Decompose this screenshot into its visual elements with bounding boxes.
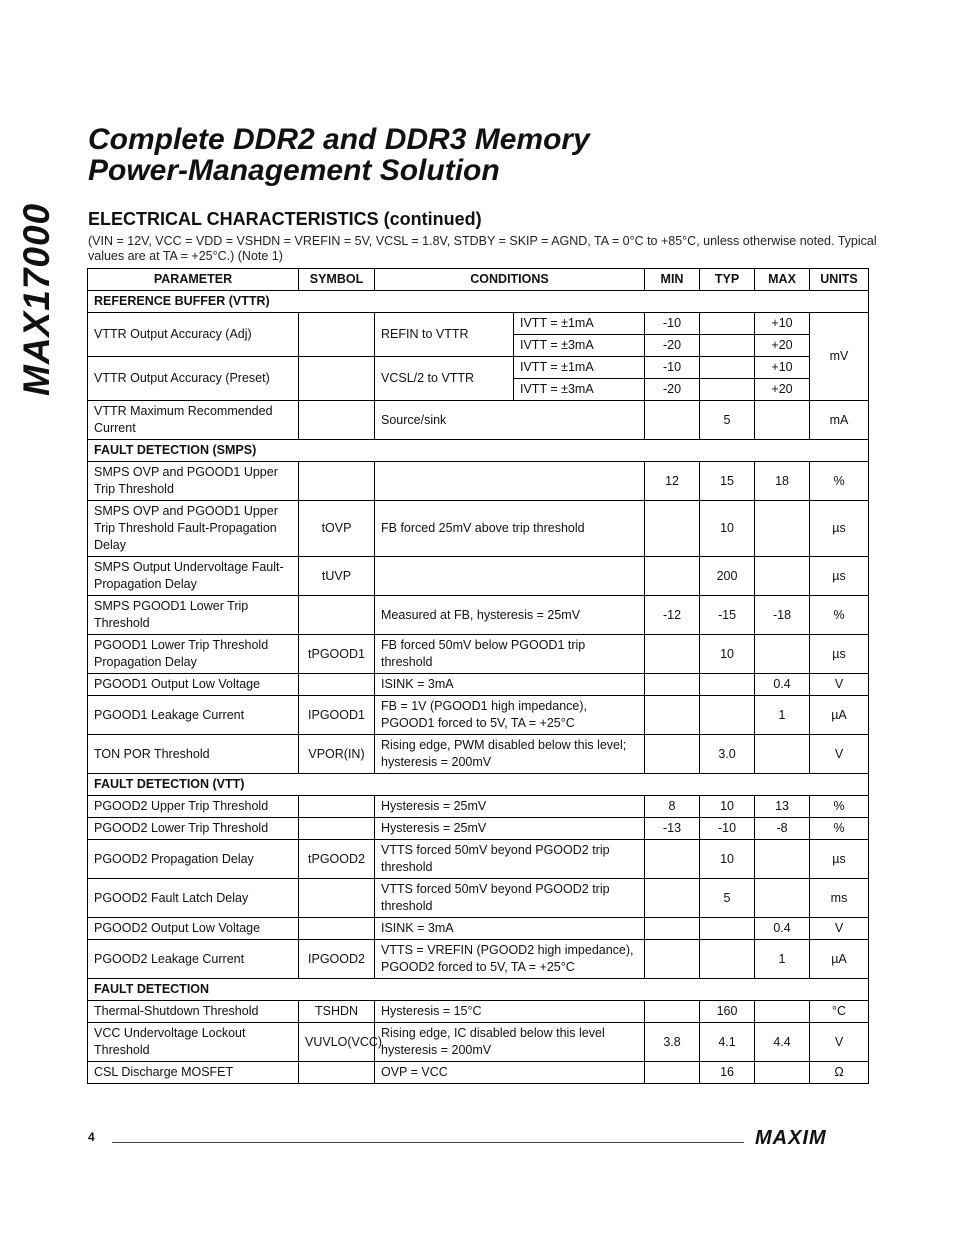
table-row: Thermal-Shutdown Threshold TSHDN Hysteresis = 15°C 160 °C	[88, 1001, 869, 1023]
table-row: PGOOD1 Output Low Voltage ISINK = 3mA 0.4 V	[88, 674, 869, 696]
table-row: PGOOD2 Leakage Current IPGOOD2 VTTS = VREFIN (PGOOD2 high impedance), PGOOD2 forced to 5V, TA = +25°C 1 µA	[88, 940, 869, 979]
header-typ: TYP	[700, 269, 755, 291]
header-symbol: SYMBOL	[299, 269, 375, 291]
sidebar-part-number: MAX17000	[16, 202, 57, 396]
title-line-1: Complete DDR2 and DDR3 Memory	[88, 123, 590, 156]
table-row: CSL Discharge MOSFET OVP = VCC 16 Ω	[88, 1062, 869, 1084]
conditions-note: (VIN = 12V, VCC = VDD = VSHDN = VREFIN = 5V, VCSL = 1.8V, STDBY = SKIP = AGND, TA = 0°C to +85°C, unless otherwise noted. Typical values are at TA = +25°C.) (Note 1)	[88, 234, 877, 263]
title-line-2: Power-Management Solution	[88, 154, 500, 187]
header-min: MIN	[645, 269, 700, 291]
group-row: FAULT DETECTION	[88, 979, 869, 1001]
table-row: SMPS OVP and PGOOD1 Upper Trip Threshold 12 15 18 %	[88, 462, 869, 501]
electrical-characteristics-table	[87, 268, 869, 1084]
table-row: VCC Undervoltage Lockout Threshold VUVLO(VCC) Rising edge, IC disabled below this level hysteresis = 200mV 3.8 4.1 4.4 V	[88, 1023, 869, 1062]
table-row: VTTR Output Accuracy (Preset) VCSL/2 to VTTR IVTT = ±1mA -10 +10	[88, 357, 869, 379]
table-row: PGOOD2 Fault Latch Delay VTTS forced 50mV beyond PGOOD2 trip threshold 5 ms	[88, 879, 869, 918]
table-header-row	[88, 269, 869, 291]
header-parameter: PARAMETER	[88, 269, 299, 291]
header-units: UNITS	[810, 269, 869, 291]
table-row: IVTT = ±3mA -20 +20	[88, 335, 869, 357]
table-row: PGOOD2 Output Low Voltage ISINK = 3mA 0.4 V	[88, 918, 869, 940]
table-row: VTTR Maximum Recommended Current Source/sink 5 mA	[88, 401, 869, 440]
table-row: PGOOD2 Lower Trip Threshold Hysteresis = 25mV -13 -10 -8 %	[88, 818, 869, 840]
group-row: FAULT DETECTION (SMPS)	[88, 440, 869, 462]
table-row: TON POR Threshold VPOR(IN) Rising edge, PWM disabled below this level; hysteresis = 200mV 3.0 V	[88, 735, 869, 774]
page-number: 4	[88, 1130, 95, 1144]
maxim-logo: MAXIM	[755, 1127, 827, 1149]
table-row: SMPS Output Undervoltage Fault-Propagation Delay tUVP 200 µs	[88, 557, 869, 596]
group-row: FAULT DETECTION (VTT)	[88, 774, 869, 796]
group-row: REFERENCE BUFFER (VTTR)	[88, 291, 869, 313]
table-row: SMPS PGOOD1 Lower Trip Threshold Measured at FB, hysteresis = 25mV -12 -15 -18 %	[88, 596, 869, 635]
table-row: IVTT = ±3mA -20 +20	[88, 379, 869, 401]
header-max: MAX	[755, 269, 810, 291]
table-row: PGOOD1 Lower Trip Threshold Propagation Delay tPGOOD1 FB forced 50mV below PGOOD1 trip threshold 10 µs	[88, 635, 869, 674]
table-row: SMPS OVP and PGOOD1 Upper Trip Threshold Fault-Propagation Delay tOVP FB forced 25mV above trip threshold 10 µs	[88, 501, 869, 557]
header-conditions: CONDITIONS	[375, 269, 645, 291]
table-row: PGOOD2 Upper Trip Threshold Hysteresis = 25mV 8 10 13 %	[88, 796, 869, 818]
section-heading: ELECTRICAL CHARACTERISTICS (continued)	[88, 209, 482, 229]
table-row: VTTR Output Accuracy (Adj) REFIN to VTTR IVTT = ±1mA -10 +10 mV	[88, 313, 869, 335]
page-title	[88, 124, 590, 186]
footer-rule	[112, 1142, 744, 1143]
table-row: PGOOD2 Propagation Delay tPGOOD2 VTTS forced 50mV beyond PGOOD2 trip threshold 10 µs	[88, 840, 869, 879]
table-row: PGOOD1 Leakage Current IPGOOD1 FB = 1V (PGOOD1 high impedance), PGOOD1 forced to 5V, TA = +25°C 1 µA	[88, 696, 869, 735]
